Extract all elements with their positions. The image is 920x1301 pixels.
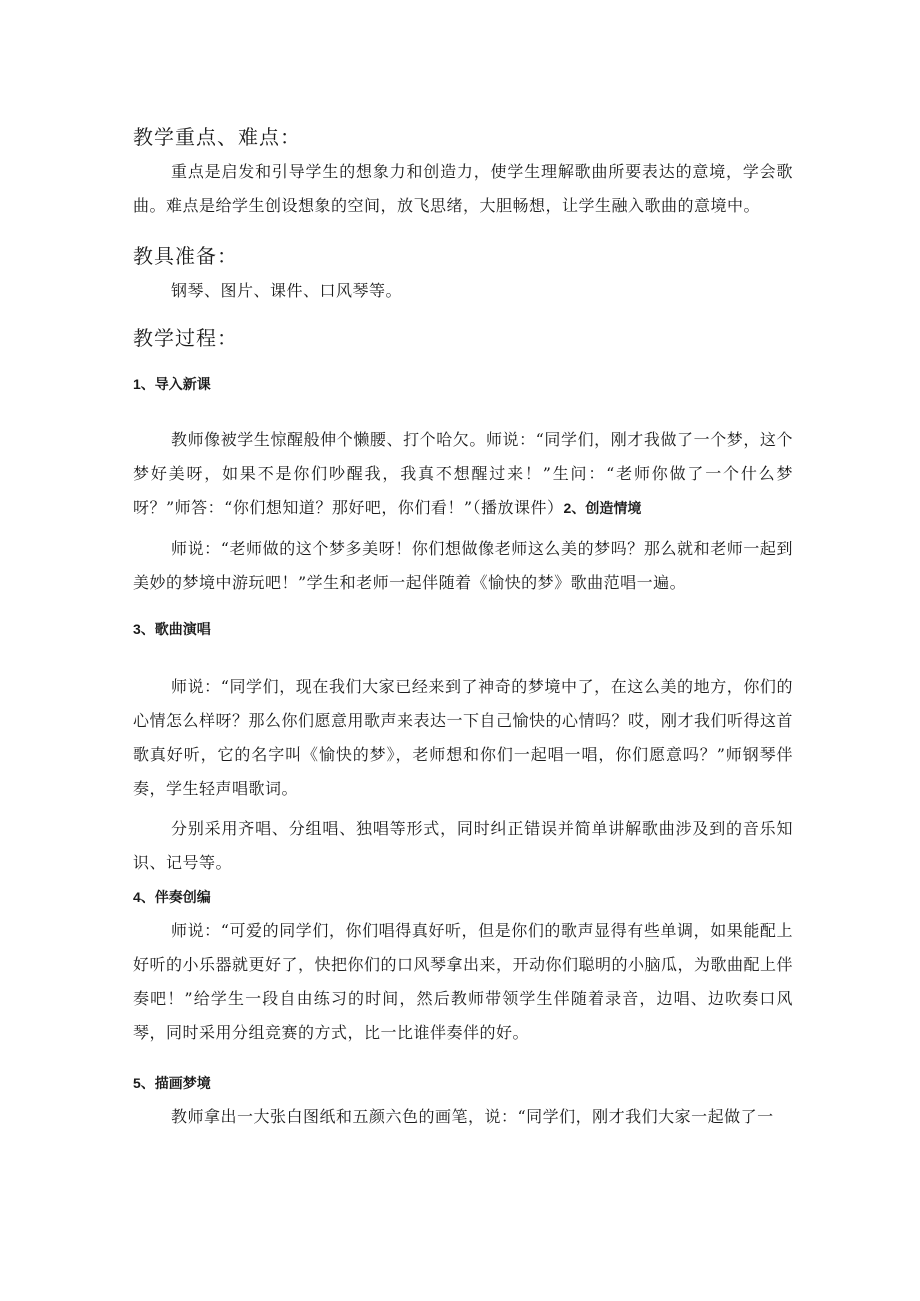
- heading-process: 教学过程：: [133, 326, 238, 350]
- section-3-title: 3、歌曲演唱: [133, 621, 211, 637]
- section-4-title: 4、伴奏创编: [133, 889, 211, 905]
- section-1-text: 教师像被学生惊醒般伸个懒腰、打个哈欠。师说：“同学们，刚才我做了一个梦，这个梦好美呀，如果不是你们吵醒我，我真不想醒过来！”生问：“老师你做了一个什么梦呀？”师答：“你们想知道？那好吧，你们看！”（播放课件）: [133, 430, 793, 517]
- section-2-paragraph: 师说：“老师做的这个梦多美呀！你们想做像老师这么美的梦吗？那么就和老师一起到美妙的梦境中游玩吧！”学生和老师一起伴随着《愉快的梦》歌曲范唱一遍。: [133, 539, 793, 592]
- section-1-paragraph: [133, 423, 793, 525]
- key-points-paragraph: 重点是启发和引导学生的想象力和创造力，使学生理解歌曲所要表达的意境，学会歌曲。难点是给学生创设想象的空间，放飞思绪，大胆畅想，让学生融入歌曲的意境中。: [133, 162, 793, 215]
- section-5-title: 5、描画梦境: [133, 1075, 211, 1091]
- section-3-paragraph-2: 分别采用齐唱、分组唱、独唱等形式，同时纠正错误并简单讲解歌曲涉及到的音乐知识、记号等。: [133, 819, 793, 872]
- section-1-title: 1、导入新课: [133, 376, 211, 392]
- section-3-paragraph-1: 师说：“同学们，现在我们大家已经来到了神奇的梦境中了，在这么美的地方，你们的心情怎么样呀？那么你们愿意用歌声来表达一下自己愉快的心情吗？哎，刚才我们听得这首歌真好听，它的名字叫《愉快的梦》，老师想和你们一起唱一唱，你们愿意吗？”师钢琴伴奏，学生轻声唱歌词。: [133, 677, 794, 798]
- section-5-paragraph: 教师拿出一大张白图纸和五颜六色的画笔，说：“同学们，刚才我们大家一起做了一: [171, 1107, 774, 1126]
- materials-paragraph: 钢琴、图片、课件、口风琴等。: [171, 281, 403, 300]
- heading-materials: 教具准备：: [133, 244, 238, 268]
- section-2-title: 2、创造情境: [563, 500, 642, 516]
- section-4-paragraph: 师说：“可爱的同学们，你们唱得真好听，但是你们的歌声显得有些单调，如果能配上好听的小乐器就更好了，快把你们的口风琴拿出来，开动你们聪明的小脑瓜，为歌曲配上伴奏吧！”给学生一段自由练习的时间，然后教师带领学生伴随着录音，边唱、边吹奏口风琴，同时采用分组竞赛的方式，比一比谁伴奏伴的好。: [133, 921, 794, 1042]
- heading-key-points: 教学重点、难点：: [133, 125, 301, 149]
